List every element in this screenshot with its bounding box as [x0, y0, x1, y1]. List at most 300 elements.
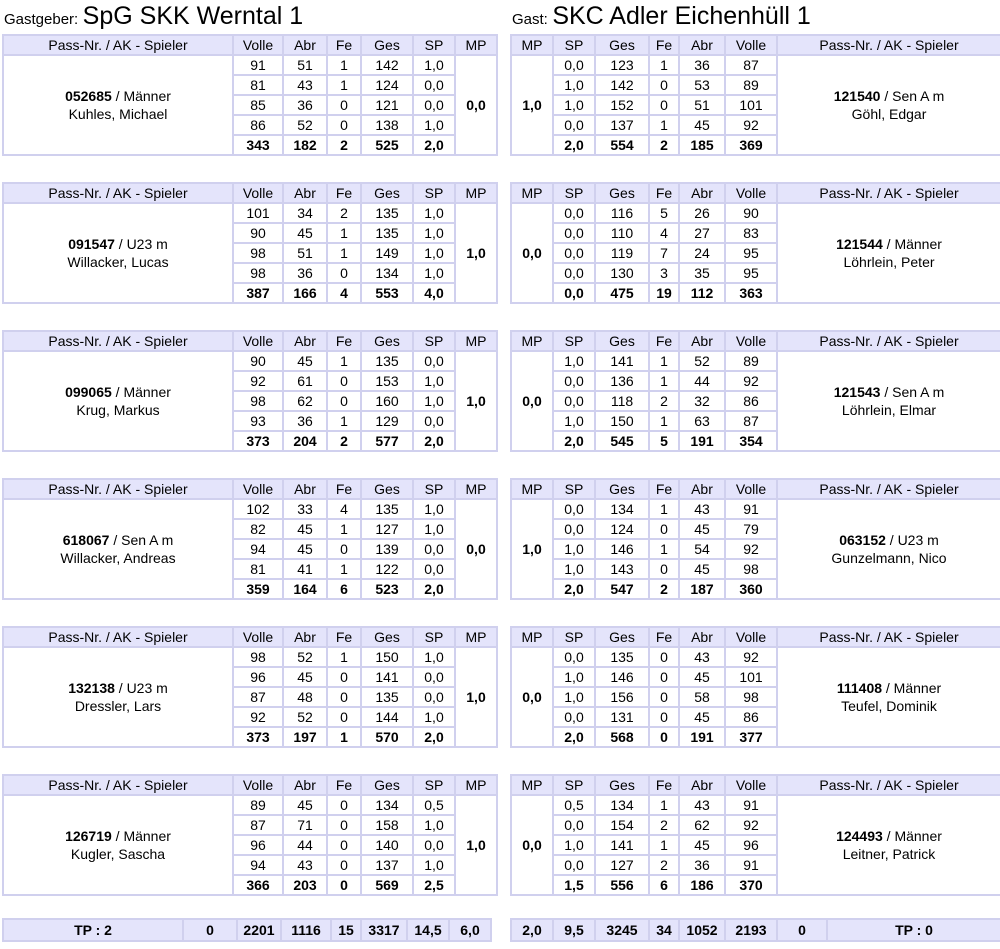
lane-cell: 98: [725, 687, 777, 707]
column-header: Abr: [283, 479, 327, 499]
lane-cell: 33: [283, 499, 327, 519]
lane-cell: 1,0: [413, 815, 455, 835]
lane-cell: 0,0: [553, 115, 595, 135]
sum-cell: 2,0: [413, 727, 455, 747]
sum-cell: 523: [361, 579, 413, 599]
sum-cell: 112: [679, 283, 725, 303]
column-header: Fe: [649, 35, 679, 55]
lane-cell: 0: [649, 707, 679, 727]
lane-cell: 135: [361, 351, 413, 371]
lane-cell: 61: [283, 371, 327, 391]
lane-cell: 135: [361, 223, 413, 243]
lane-cell: 92: [725, 115, 777, 135]
lane-cell: 123: [595, 55, 649, 75]
lane-cell: 122: [361, 559, 413, 579]
column-header: Fe: [327, 627, 361, 647]
sum-cell: 0: [327, 875, 361, 895]
lane-cell: 51: [679, 95, 725, 115]
sum-cell: 197: [283, 727, 327, 747]
lane-cell: 101: [725, 95, 777, 115]
lane-cell: 91: [725, 499, 777, 519]
column-header: Volle: [233, 775, 283, 795]
age-category: / Sen A m: [880, 88, 945, 104]
sum-cell: 363: [725, 283, 777, 303]
lane-cell: 71: [283, 815, 327, 835]
age-category: / U23 m: [885, 532, 939, 548]
lane-cell: 129: [361, 411, 413, 431]
player-info: [777, 795, 1000, 895]
column-header: Ges: [595, 331, 649, 351]
column-header: Fe: [327, 183, 361, 203]
column-header: Volle: [233, 35, 283, 55]
lane-cell: 45: [283, 795, 327, 815]
match-points: 1,0: [455, 203, 497, 303]
sum-cell: 554: [595, 135, 649, 155]
lane-cell: 53: [679, 75, 725, 95]
lane-cell: 149: [361, 243, 413, 263]
total-cell: TP : 2: [3, 919, 183, 941]
player-name: Kuhles, Michael: [68, 106, 168, 122]
age-category: / U23 m: [114, 236, 168, 252]
sum-cell: 6: [327, 579, 361, 599]
lane-cell: 45: [679, 115, 725, 135]
lane-cell: 36: [283, 411, 327, 431]
sum-cell: 6: [649, 875, 679, 895]
sum-cell: 373: [233, 431, 283, 451]
lane-cell: 90: [233, 351, 283, 371]
lane-cell: 156: [595, 687, 649, 707]
total-cell: 14,5: [407, 919, 449, 941]
home-team-name: SpG SKK Werntal 1: [82, 2, 304, 30]
lane-cell: 102: [233, 499, 283, 519]
lane-cell: 27: [679, 223, 725, 243]
home-label: Gastgeber:: [4, 11, 79, 28]
lane-cell: 3: [649, 263, 679, 283]
total-cell: 1116: [281, 919, 331, 941]
column-header: Abr: [679, 331, 725, 351]
match-points: 0,0: [511, 351, 553, 451]
sum-cell: 2: [649, 135, 679, 155]
lane-cell: 121: [361, 95, 413, 115]
lane-cell: 134: [595, 795, 649, 815]
lane-cell: 54: [679, 539, 725, 559]
lane-cell: 1: [649, 795, 679, 815]
lane-cell: 1: [649, 835, 679, 855]
lane-cell: 45: [679, 559, 725, 579]
pass-number: 091547: [68, 236, 115, 252]
lane-cell: 43: [679, 499, 725, 519]
lane-cell: 1: [327, 559, 361, 579]
column-header: Volle: [233, 331, 283, 351]
lane-cell: 5: [649, 203, 679, 223]
sum-cell: 186: [679, 875, 725, 895]
pass-number: 111408: [836, 680, 883, 696]
lane-cell: 0: [327, 855, 361, 875]
lane-cell: 136: [595, 371, 649, 391]
sum-cell: 5: [649, 431, 679, 451]
sum-cell: 191: [679, 431, 725, 451]
column-header: Abr: [679, 35, 725, 55]
player-name: Dressler, Lars: [74, 698, 162, 714]
match-points: 1,0: [455, 647, 497, 747]
lane-cell: 43: [679, 795, 725, 815]
lane-cell: 1,0: [553, 75, 595, 95]
lane-cell: 0: [327, 835, 361, 855]
match-points: 0,0: [511, 203, 553, 303]
lane-cell: 43: [283, 75, 327, 95]
lane-cell: 45: [283, 519, 327, 539]
lane-cell: 96: [233, 667, 283, 687]
lane-cell: 0: [649, 667, 679, 687]
home-player-block: [2, 182, 498, 304]
lane-cell: 45: [679, 667, 725, 687]
lane-cell: 0,5: [413, 795, 455, 815]
pass-number: 618067: [62, 532, 110, 548]
column-header: Ges: [361, 35, 413, 55]
column-header: Fe: [649, 331, 679, 351]
lane-cell: 0: [327, 539, 361, 559]
pass-number: 132138: [68, 680, 115, 696]
lane-cell: 0,0: [413, 351, 455, 371]
sum-cell: 343: [233, 135, 283, 155]
lane-cell: 91: [725, 855, 777, 875]
lane-cell: 146: [595, 539, 649, 559]
player-name: Gunzelmann, Nico: [831, 550, 947, 566]
lane-cell: 1,0: [413, 223, 455, 243]
lane-cell: 0: [649, 95, 679, 115]
lane-cell: 137: [595, 115, 649, 135]
column-header: Pass-Nr. / AK - Spieler: [777, 627, 1000, 647]
lane-cell: 124: [595, 519, 649, 539]
lane-cell: 0,0: [413, 559, 455, 579]
lane-cell: 45: [283, 351, 327, 371]
match-points: 0,0: [455, 499, 497, 599]
sum-cell: 0: [649, 727, 679, 747]
lane-cell: 32: [679, 391, 725, 411]
column-header: Ges: [595, 183, 649, 203]
lane-cell: 1,0: [413, 519, 455, 539]
column-header: Volle: [725, 35, 777, 55]
lane-cell: 87: [725, 55, 777, 75]
lane-cell: 154: [595, 815, 649, 835]
lane-cell: 52: [679, 351, 725, 371]
home-team-header: [4, 2, 303, 32]
lane-cell: 0: [649, 75, 679, 95]
sum-cell: 545: [595, 431, 649, 451]
lane-cell: 1,0: [553, 539, 595, 559]
column-header: Ges: [361, 479, 413, 499]
lane-cell: 110: [595, 223, 649, 243]
lane-cell: 146: [595, 667, 649, 687]
lane-cell: 2: [649, 815, 679, 835]
lane-cell: 0,0: [553, 647, 595, 667]
lane-cell: 0: [327, 795, 361, 815]
total-cell: 2201: [237, 919, 281, 941]
sum-cell: 1,5: [553, 875, 595, 895]
lane-cell: 98: [233, 647, 283, 667]
column-header: Abr: [283, 183, 327, 203]
home-player-block: [2, 330, 498, 452]
sum-cell: 191: [679, 727, 725, 747]
lane-cell: 0,0: [413, 835, 455, 855]
lane-cell: 101: [725, 667, 777, 687]
lane-cell: 1,0: [553, 351, 595, 371]
lane-cell: 0,0: [553, 815, 595, 835]
lane-cell: 0: [327, 667, 361, 687]
lane-cell: 1: [649, 371, 679, 391]
lane-cell: 62: [283, 391, 327, 411]
column-header: Ges: [595, 479, 649, 499]
guest-player-block: [510, 330, 1000, 452]
lane-cell: 160: [361, 391, 413, 411]
lane-cell: 0,0: [413, 687, 455, 707]
lane-cell: 127: [595, 855, 649, 875]
sum-cell: 2,0: [553, 579, 595, 599]
column-header: MP: [511, 627, 553, 647]
lane-cell: 1: [649, 499, 679, 519]
sum-cell: 2: [327, 431, 361, 451]
lane-cell: 36: [679, 55, 725, 75]
column-header: SP: [553, 183, 595, 203]
age-category: / Sen A m: [109, 532, 174, 548]
lane-cell: 36: [283, 263, 327, 283]
lane-cell: 0: [327, 707, 361, 727]
pass-number: 099065: [65, 384, 112, 400]
lane-cell: 150: [361, 647, 413, 667]
guest-player-block: [510, 34, 1000, 156]
player-info: [777, 647, 1000, 747]
lane-cell: 91: [233, 55, 283, 75]
lane-cell: 0,0: [413, 411, 455, 431]
lane-cell: 98: [233, 243, 283, 263]
lane-cell: 58: [679, 687, 725, 707]
column-header: Ges: [361, 775, 413, 795]
player-name: Willacker, Andreas: [60, 550, 176, 566]
lane-cell: 0,0: [553, 263, 595, 283]
column-header: SP: [413, 479, 455, 499]
guest-label: Gast:: [512, 11, 548, 28]
lane-cell: 0,0: [553, 371, 595, 391]
column-header: Pass-Nr. / AK - Spieler: [3, 775, 233, 795]
column-header: SP: [553, 35, 595, 55]
lane-cell: 1,0: [413, 391, 455, 411]
lane-cell: 98: [725, 559, 777, 579]
lane-cell: 92: [725, 815, 777, 835]
column-header: Pass-Nr. / AK - Spieler: [777, 35, 1000, 55]
column-header: Volle: [725, 479, 777, 499]
lane-cell: 1: [327, 519, 361, 539]
sum-cell: 2: [649, 579, 679, 599]
lane-cell: 0,0: [413, 667, 455, 687]
column-header: Volle: [233, 183, 283, 203]
column-header: Fe: [649, 775, 679, 795]
total-cell: 15: [331, 919, 361, 941]
match-points: 1,0: [455, 795, 497, 895]
sum-cell: 166: [283, 283, 327, 303]
lane-cell: 1,0: [413, 499, 455, 519]
column-header: Pass-Nr. / AK - Spieler: [777, 183, 1000, 203]
home-player-block: [2, 626, 498, 748]
home-total-row: [2, 918, 492, 942]
lane-cell: 63: [679, 411, 725, 431]
lane-cell: 0,0: [413, 539, 455, 559]
lane-cell: 134: [361, 795, 413, 815]
lane-cell: 83: [725, 223, 777, 243]
lane-cell: 0: [327, 391, 361, 411]
guest-player-block: [510, 626, 1000, 748]
lane-cell: 1: [649, 351, 679, 371]
lane-cell: 141: [361, 667, 413, 687]
lane-cell: 130: [595, 263, 649, 283]
column-header: Pass-Nr. / AK - Spieler: [3, 479, 233, 499]
sum-cell: 359: [233, 579, 283, 599]
column-header: MP: [511, 35, 553, 55]
column-header: Ges: [595, 627, 649, 647]
lane-cell: 34: [283, 203, 327, 223]
lane-cell: 1,0: [553, 667, 595, 687]
lane-cell: 92: [725, 647, 777, 667]
column-header: Fe: [327, 479, 361, 499]
lane-cell: 1: [327, 411, 361, 431]
age-category: / Sen A m: [880, 384, 945, 400]
player-name: Göhl, Edgar: [851, 106, 927, 122]
sum-cell: 2,0: [553, 135, 595, 155]
column-header: Ges: [595, 35, 649, 55]
column-header: MP: [455, 331, 497, 351]
lane-cell: 92: [725, 539, 777, 559]
sum-cell: 2,0: [553, 431, 595, 451]
lane-cell: 1: [649, 115, 679, 135]
lane-cell: 36: [283, 95, 327, 115]
lane-cell: 1: [327, 75, 361, 95]
column-header: Ges: [595, 775, 649, 795]
lane-cell: 127: [361, 519, 413, 539]
home-player-block: [2, 774, 498, 896]
lane-cell: 92: [233, 371, 283, 391]
lane-cell: 1: [327, 351, 361, 371]
age-category: / Männer: [882, 680, 942, 696]
pass-number: 121543: [833, 384, 881, 400]
sum-cell: 2,0: [413, 579, 455, 599]
lane-cell: 95: [725, 243, 777, 263]
lane-cell: 7: [649, 243, 679, 263]
sum-cell: 369: [725, 135, 777, 155]
pass-number: 126719: [65, 828, 112, 844]
lane-cell: 79: [725, 519, 777, 539]
column-header: Volle: [233, 627, 283, 647]
column-header: MP: [455, 627, 497, 647]
column-header: SP: [413, 35, 455, 55]
total-cell: 2193: [725, 919, 777, 941]
age-category: / U23 m: [114, 680, 168, 696]
total-cell: 3317: [361, 919, 407, 941]
lane-cell: 90: [233, 223, 283, 243]
guest-player-block: [510, 774, 1000, 896]
lane-cell: 98: [233, 263, 283, 283]
lane-cell: 0,0: [553, 391, 595, 411]
column-header: Fe: [327, 331, 361, 351]
lane-cell: 94: [233, 855, 283, 875]
match-points: 0,0: [455, 55, 497, 155]
lane-cell: 2: [649, 391, 679, 411]
lane-cell: 0,0: [553, 55, 595, 75]
sum-cell: 1: [327, 727, 361, 747]
lane-cell: 51: [283, 243, 327, 263]
sum-cell: 2,0: [553, 727, 595, 747]
lane-cell: 1,0: [553, 95, 595, 115]
column-header: Fe: [649, 183, 679, 203]
lane-cell: 90: [725, 203, 777, 223]
column-header: Pass-Nr. / AK - Spieler: [777, 331, 1000, 351]
column-header: Abr: [283, 627, 327, 647]
sum-cell: 570: [361, 727, 413, 747]
age-category: / Männer: [882, 236, 942, 252]
lane-cell: 0,0: [553, 707, 595, 727]
column-header: Abr: [679, 183, 725, 203]
column-header: Abr: [283, 35, 327, 55]
lane-cell: 0,0: [553, 519, 595, 539]
lane-cell: 92: [725, 371, 777, 391]
lane-cell: 1,0: [553, 411, 595, 431]
lane-cell: 87: [233, 687, 283, 707]
sum-cell: 475: [595, 283, 649, 303]
player-info: [777, 203, 1000, 303]
lane-cell: 86: [233, 115, 283, 135]
total-cell: 0: [777, 919, 827, 941]
lane-cell: 1: [327, 55, 361, 75]
lane-cell: 87: [725, 411, 777, 431]
lane-cell: 1: [649, 539, 679, 559]
lane-cell: 85: [233, 95, 283, 115]
pass-number: 121544: [836, 236, 883, 252]
lane-cell: 93: [233, 411, 283, 431]
column-header: Abr: [679, 627, 725, 647]
pass-number: 063152: [839, 532, 886, 548]
lane-cell: 134: [361, 263, 413, 283]
player-info: [3, 499, 233, 599]
lane-cell: 0,0: [553, 203, 595, 223]
sum-cell: 187: [679, 579, 725, 599]
column-header: Volle: [725, 331, 777, 351]
column-header: SP: [413, 627, 455, 647]
lane-cell: 158: [361, 815, 413, 835]
sum-cell: 354: [725, 431, 777, 451]
pass-number: 052685: [65, 88, 112, 104]
player-name: Leitner, Patrick: [842, 846, 936, 862]
player-name: Kugler, Sascha: [70, 846, 166, 862]
lane-cell: 143: [595, 559, 649, 579]
player-name: Löhrlein, Peter: [843, 254, 935, 270]
lane-cell: 94: [233, 539, 283, 559]
lane-cell: 1,0: [413, 115, 455, 135]
player-info: [777, 55, 1000, 155]
lane-cell: 1: [649, 411, 679, 431]
player-name: Teufel, Dominik: [841, 698, 937, 714]
lane-cell: 0: [327, 815, 361, 835]
column-header: MP: [511, 479, 553, 499]
column-header: MP: [511, 775, 553, 795]
lane-cell: 1: [327, 223, 361, 243]
player-info: [777, 351, 1000, 451]
age-category: / Männer: [111, 88, 171, 104]
total-cell: 1052: [679, 919, 725, 941]
total-cell: 3245: [595, 919, 649, 941]
sum-cell: 569: [361, 875, 413, 895]
lane-cell: 1,0: [553, 687, 595, 707]
sum-cell: 4: [327, 283, 361, 303]
lane-cell: 150: [595, 411, 649, 431]
total-cell: 34: [649, 919, 679, 941]
